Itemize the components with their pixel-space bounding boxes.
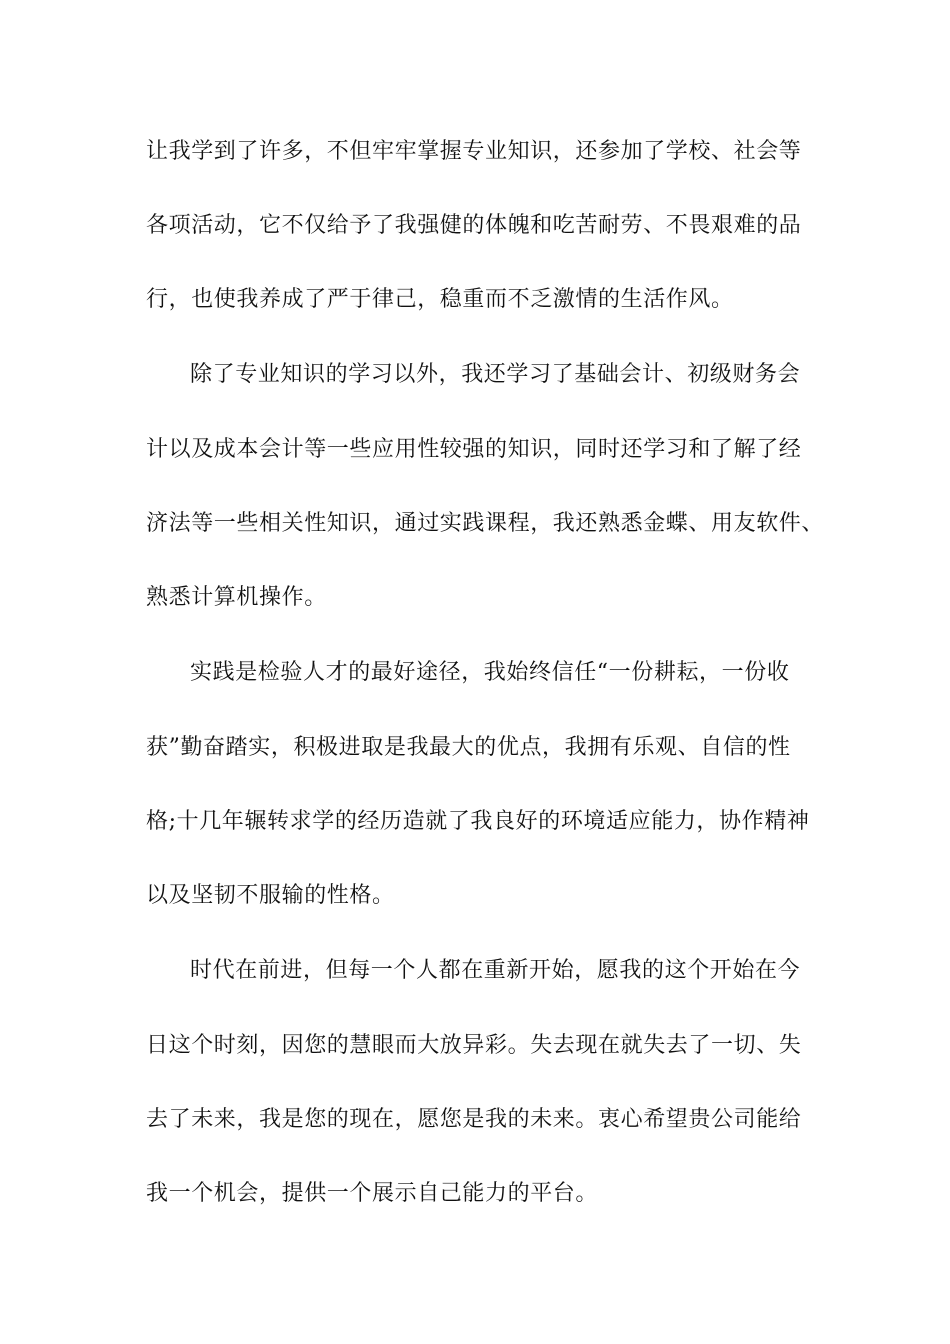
paragraph-line: 熟悉计算机操作。 — [146, 585, 327, 610]
paragraph-line: 我一个机会，提供一个展示自己能力的平台。 — [146, 1181, 599, 1206]
paragraph-line: 济法等一些相关性知识，通过实践课程，我还熟悉金蝶、用友软件、 — [146, 511, 825, 536]
paragraph-line: 除了专业知识的学习以外，我还学习了基础会计、初级财务会 — [190, 362, 801, 387]
paragraph-line: 行，也使我养成了严于律己，稳重而不乏激情的生活作风。 — [146, 287, 734, 312]
paragraph-line: 去了未来，我是您的现在，愿您是我的未来。衷心希望贵公司能给 — [146, 1107, 802, 1132]
paragraph-line: 实践是检验人才的最好途径，我始终信任“一份耕耘，一份收 — [190, 660, 790, 685]
paragraph-line: 让我学到了许多，不但牢牢掌握专业知识，还参加了学校、社会等 — [146, 139, 802, 164]
paragraph-line: 日这个时刻，因您的慧眼而大放异彩。失去现在就失去了一切、失 — [146, 1033, 802, 1058]
paragraph-line: 各项活动，它不仅给予了我强健的体魄和吃苦耐劳、不畏艰难的品 — [146, 213, 802, 238]
paragraph-line: 时代在前进，但每一个人都在重新开始，愿我的这个开始在今 — [190, 958, 801, 983]
paragraph-line: 计以及成本会计等一些应用性较强的知识，同时还学习和了解了经 — [146, 437, 802, 462]
paragraph-line: 获”勤奋踏实，积极进取是我最大的优点，我拥有乐观、自信的性 — [146, 735, 791, 760]
paragraph-line: 格;十几年辗转求学的经历造就了我良好的环境适应能力，协作精神 — [146, 809, 810, 834]
paragraph-line: 以及坚韧不服输的性格。 — [146, 883, 395, 908]
